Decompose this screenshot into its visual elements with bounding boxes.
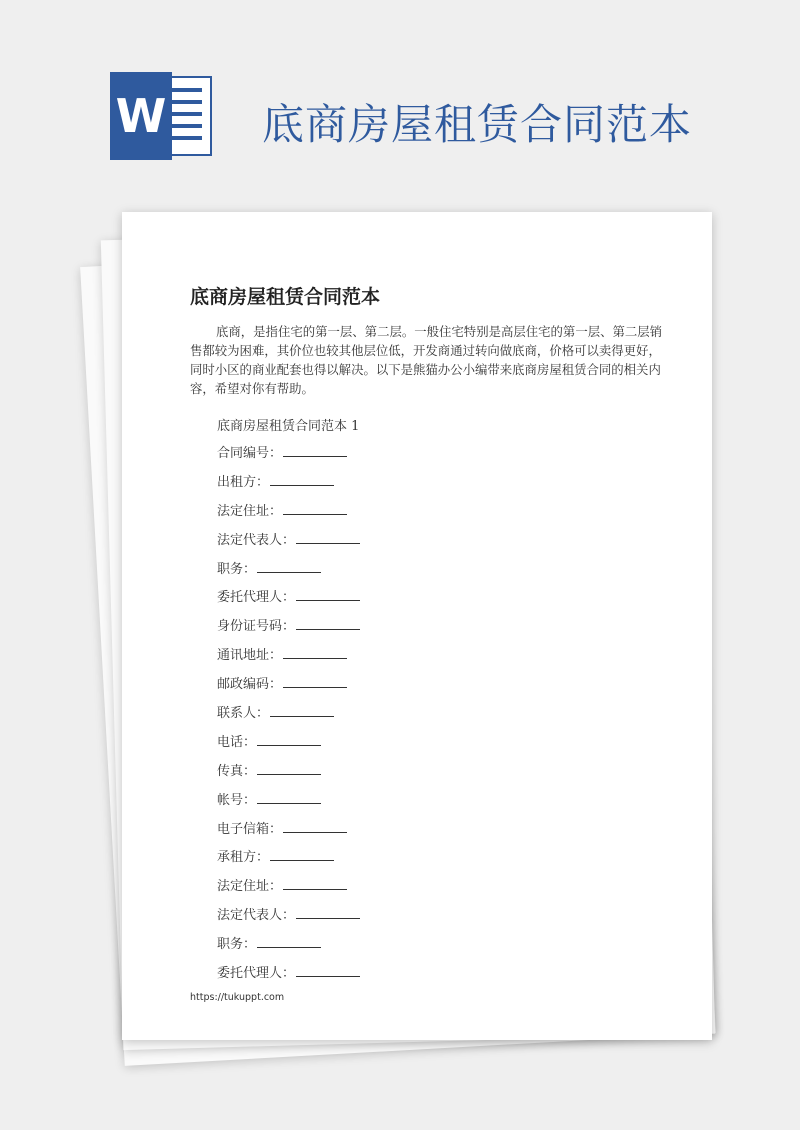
form-field-blank [270, 847, 334, 861]
form-field-label: 通讯地址： [217, 648, 283, 664]
form-field-blank [270, 472, 334, 486]
form-field-label: 法定代表人： [217, 532, 296, 548]
form-field-row [217, 673, 360, 702]
document-title: 底商房屋租赁合同范本 [190, 286, 381, 308]
form-field-label: 法定住址： [217, 879, 283, 895]
form-field-label: 承租方： [217, 850, 270, 866]
form-field-blank [283, 876, 347, 890]
form-field-row [217, 731, 360, 760]
form-field-label: 电子信箱： [217, 821, 283, 837]
form-field-blank [283, 674, 347, 688]
form-field-row [217, 962, 360, 991]
form-field-row [217, 760, 360, 789]
form-field-label: 出租方： [217, 474, 270, 490]
form-field-blank [270, 703, 334, 717]
form-field-row [217, 846, 360, 875]
form-field-row [217, 558, 360, 587]
form-field-blank [283, 645, 347, 659]
banner [0, 0, 800, 200]
form-field-row [217, 586, 360, 615]
form-field-blank [257, 790, 321, 804]
form-field-row [217, 471, 360, 500]
form-field-label: 委托代理人： [217, 966, 296, 982]
form-field-row [217, 789, 360, 818]
form-field-row [217, 442, 360, 471]
form-field-label: 法定代表人： [217, 908, 296, 924]
form-field-row [217, 644, 360, 673]
form-field-row [217, 615, 360, 644]
form-field-row [217, 933, 360, 962]
document-page [122, 212, 712, 1040]
form-field-blank [283, 443, 347, 457]
banner-title: 底商房屋租赁合同范本 [262, 100, 693, 149]
form-field-label: 法定住址： [217, 503, 283, 519]
form-field-label: 联系人： [217, 706, 270, 722]
form-field-blank [296, 963, 360, 977]
form-field-label: 委托代理人： [217, 590, 296, 606]
footer-url: https://tukuppt.com [190, 992, 285, 1003]
form-field-label: 职务： [217, 561, 257, 577]
form-field-blank [296, 587, 360, 601]
form-field-label: 帐号： [217, 792, 257, 808]
form-field-list [217, 442, 360, 991]
icon-letter: W [110, 72, 172, 160]
form-field-blank [257, 761, 321, 775]
form-field-row [217, 702, 360, 731]
intro-paragraph: 底商，是指住宅的第一层、第二层。一般住宅特别是高层住宅的第一层、第二层销售都较为困难，其价位也较其他层位低，开发商通过转向做底商，价格可以卖得更好，同时小区的商业配套也得以解决。以下是熊猫办公小编带来底商房屋租赁合同的相关内容，希望对你有帮助。 [190, 324, 663, 396]
form-field-row [217, 529, 360, 558]
word-document-icon [110, 72, 214, 160]
form-field-label: 合同编号： [217, 446, 283, 461]
form-field-row [217, 500, 360, 529]
form-field-blank [257, 934, 321, 948]
form-field-blank [257, 559, 321, 573]
form-field-label: 身份证号码： [217, 619, 296, 635]
form-field-label: 电话： [217, 734, 257, 750]
form-field-row [217, 904, 360, 933]
section-subtitle: 底商房屋租赁合同范本 1 [217, 419, 360, 434]
form-field-blank [283, 819, 347, 833]
form-field-blank [296, 905, 360, 919]
form-field-blank [296, 530, 360, 544]
form-field-row [217, 818, 360, 847]
form-field-label: 传真： [217, 763, 257, 779]
form-field-row [217, 875, 360, 904]
form-field-blank [283, 501, 347, 515]
form-field-blank [257, 732, 321, 746]
form-field-blank [296, 616, 360, 630]
form-field-label: 邮政编码： [217, 677, 283, 693]
form-field-label: 职务： [217, 937, 257, 953]
